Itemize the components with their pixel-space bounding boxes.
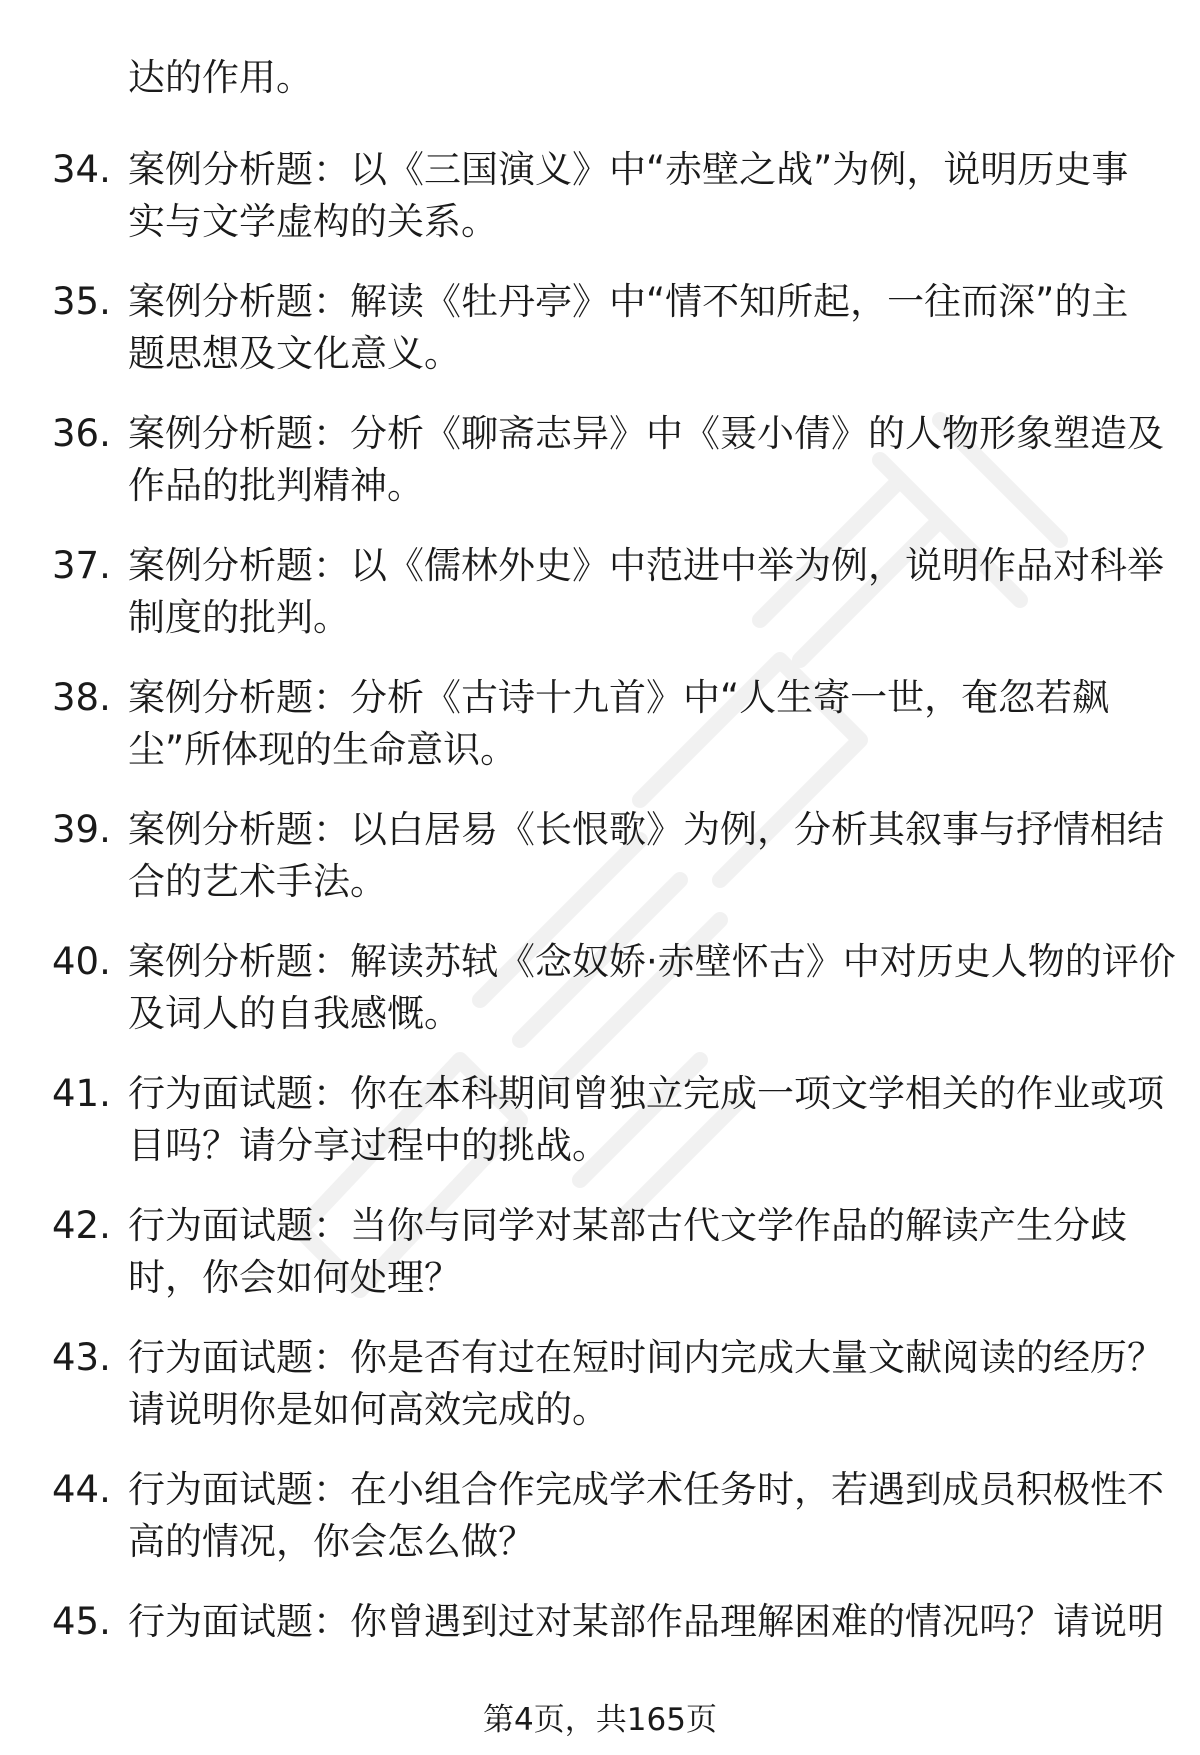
- question-text: [128, 936, 1176, 1040]
- question-number: 38.: [52, 676, 111, 719]
- question-item: [0, 1332, 1200, 1464]
- question-item: [0, 1464, 1200, 1596]
- question-line: 请说明你是如何高效完成的。: [128, 1388, 609, 1431]
- continuation-text: 达的作用。: [128, 56, 313, 99]
- question-item: [0, 144, 1200, 276]
- question-text: [128, 408, 1164, 512]
- question-line: 案例分析题：以白居易《长恨歌》为例，分析其叙事与抒情相结: [128, 808, 1164, 851]
- question-line: 时，你会如何处理？: [128, 1256, 461, 1299]
- question-item: [0, 540, 1200, 672]
- question-number: 41.: [52, 1072, 111, 1115]
- question-number: 37.: [52, 544, 111, 587]
- question-text: [128, 672, 1138, 776]
- question-list: [0, 144, 1200, 1728]
- question-line: 案例分析题：以《三国演义》中“赤壁之战”为例，说明历史事: [128, 148, 1129, 191]
- question-text: [128, 804, 1164, 908]
- question-text: [128, 1200, 1138, 1304]
- question-line: 行为面试题：当你与同学对某部古代文学作品的解读产生分歧: [128, 1204, 1127, 1247]
- question-text: [128, 1068, 1164, 1172]
- question-line: 合的艺术手法。: [128, 860, 387, 903]
- question-line: 尘”所体现的生命意识。: [128, 728, 518, 771]
- question-text: [128, 1596, 1164, 1648]
- question-number: 35.: [52, 280, 111, 323]
- question-item: [0, 408, 1200, 540]
- question-line: 案例分析题：分析《古诗十九首》中“人生寄一世，奄忽若飙: [128, 676, 1110, 719]
- question-line: 目吗？请分享过程中的挑战。: [128, 1124, 609, 1167]
- question-line: 行为面试题：你在本科期间曾独立完成一项文学相关的作业或项: [128, 1072, 1164, 1115]
- question-number: 39.: [52, 808, 111, 851]
- question-number: 44.: [52, 1468, 111, 1511]
- question-item: [0, 1200, 1200, 1332]
- question-text: [128, 1464, 1164, 1568]
- question-line: 案例分析题：分析《聊斋志异》中《聂小倩》的人物形象塑造及: [128, 412, 1164, 455]
- question-line: 及词人的自我感慨。: [128, 992, 461, 1035]
- question-line: 制度的批判。: [128, 596, 350, 639]
- question-item: [0, 804, 1200, 936]
- question-line: 案例分析题：以《儒林外史》中范进中举为例，说明作品对科举: [128, 544, 1164, 587]
- question-line: 行为面试题：你曾遇到过对某部作品理解困难的情况吗？请说明: [128, 1600, 1164, 1643]
- question-number: 45.: [52, 1600, 111, 1643]
- question-line: 题思想及文化意义。: [128, 332, 461, 375]
- question-line: 行为面试题：在小组合作完成学术任务时，若遇到成员积极性不: [128, 1468, 1164, 1511]
- question-number: 34.: [52, 148, 111, 191]
- question-item: [0, 936, 1200, 1068]
- question-text: [128, 144, 1138, 248]
- question-line: 案例分析题：解读《牡丹亭》中“情不知所起，一往而深”的主: [128, 280, 1129, 323]
- question-number: 36.: [52, 412, 111, 455]
- page-footer: 第4页，共165页: [483, 1702, 717, 1738]
- question-text: [128, 276, 1138, 380]
- question-number: 40.: [52, 940, 111, 983]
- question-item: [0, 672, 1200, 804]
- question-item: [0, 1068, 1200, 1200]
- question-line: 行为面试题：你是否有过在短时间内完成大量文献阅读的经历？: [128, 1336, 1164, 1379]
- question-line: 高的情况，你会怎么做？: [128, 1520, 535, 1563]
- question-line: 作品的批判精神。: [128, 464, 424, 507]
- question-item: [0, 276, 1200, 408]
- question-line: 实与文学虚构的关系。: [128, 200, 498, 243]
- question-line: 案例分析题：解读苏轼《念奴娇·赤壁怀古》中对历史人物的评价: [128, 940, 1176, 983]
- question-text: [128, 540, 1164, 644]
- question-number: 42.: [52, 1204, 111, 1247]
- question-text: [128, 1332, 1164, 1436]
- question-number: 43.: [52, 1336, 111, 1379]
